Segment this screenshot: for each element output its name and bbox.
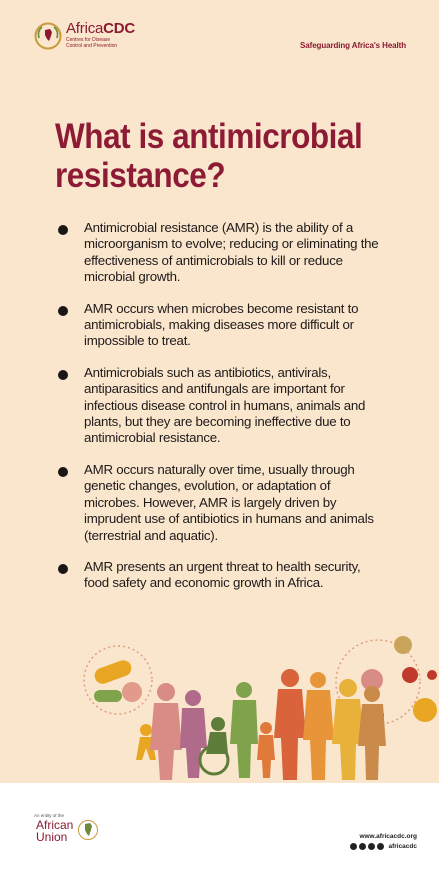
page-title: What is antimicrobial resistance? bbox=[55, 117, 363, 195]
bullet-dot-icon bbox=[58, 370, 68, 380]
x-icon[interactable] bbox=[350, 843, 357, 850]
instagram-icon[interactable] bbox=[377, 843, 384, 850]
entity-label: An entity of the bbox=[34, 813, 65, 818]
africa-map-icon bbox=[78, 819, 98, 841]
african-union-logo bbox=[36, 819, 73, 843]
org-name-part1: Africa bbox=[66, 20, 104, 37]
website-link[interactable]: www.africacdc.org bbox=[359, 833, 417, 840]
people-and-microbes-illustration bbox=[0, 620, 439, 783]
social-handle[interactable]: africacdc bbox=[388, 843, 417, 850]
people-silhouettes bbox=[136, 669, 386, 780]
bullet-dot-icon bbox=[58, 564, 68, 574]
social-links bbox=[350, 843, 417, 850]
bullet-dot-icon bbox=[58, 225, 68, 235]
tagline: Safeguarding Africa's Health bbox=[300, 41, 406, 50]
org-name-part2: CDC bbox=[103, 20, 136, 37]
bullet-text: Antimicrobial resistance (AMR) is the ability of a microorganism to evolve; reducing or eliminating the effectiveness of antimicrobials to kill or reduce microbial growth. bbox=[84, 220, 379, 285]
bullet-text: AMR presents an urgent threat to health security, food safety and economic growth in Africa. bbox=[84, 558, 361, 591]
bullet-list bbox=[58, 220, 388, 607]
bullet-item bbox=[58, 462, 388, 544]
bullet-item bbox=[58, 220, 388, 286]
bullet-item bbox=[58, 365, 388, 447]
pills-icon bbox=[84, 646, 152, 714]
youtube-icon[interactable] bbox=[368, 843, 375, 850]
bullet-dot-icon bbox=[58, 467, 68, 477]
footer bbox=[0, 783, 439, 879]
org-subtitle: Centres for Disease Control and Prevention bbox=[66, 37, 118, 49]
bullet-item bbox=[58, 301, 388, 350]
au-line2: Union bbox=[36, 830, 68, 844]
africa-cdc-logo bbox=[34, 22, 62, 50]
bullet-text: AMR occurs when microbes become resistant to antimicrobials, making diseases more difficult or impossible to treat. bbox=[84, 300, 359, 349]
africa-cdc-wordmark bbox=[66, 21, 135, 49]
au-line1: African bbox=[36, 818, 74, 832]
bullet-text: Antimicrobials such as antibiotics, antivirals, antiparasitics and antifungals are important for infectious disease control in humans, animals and plants, but they are becoming ineffective due to antimicrobial resistance. bbox=[84, 364, 366, 446]
bullet-dot-icon bbox=[58, 306, 68, 316]
facebook-icon[interactable] bbox=[359, 843, 366, 850]
bullet-item bbox=[58, 559, 388, 592]
bullet-text: AMR occurs naturally over time, usually through genetic changes, evolution, or adaptation of microbes. However, AMR is largely driven by imprudent use of antibiotics in humans and animals (terrestrial and aquatic). bbox=[84, 461, 374, 543]
